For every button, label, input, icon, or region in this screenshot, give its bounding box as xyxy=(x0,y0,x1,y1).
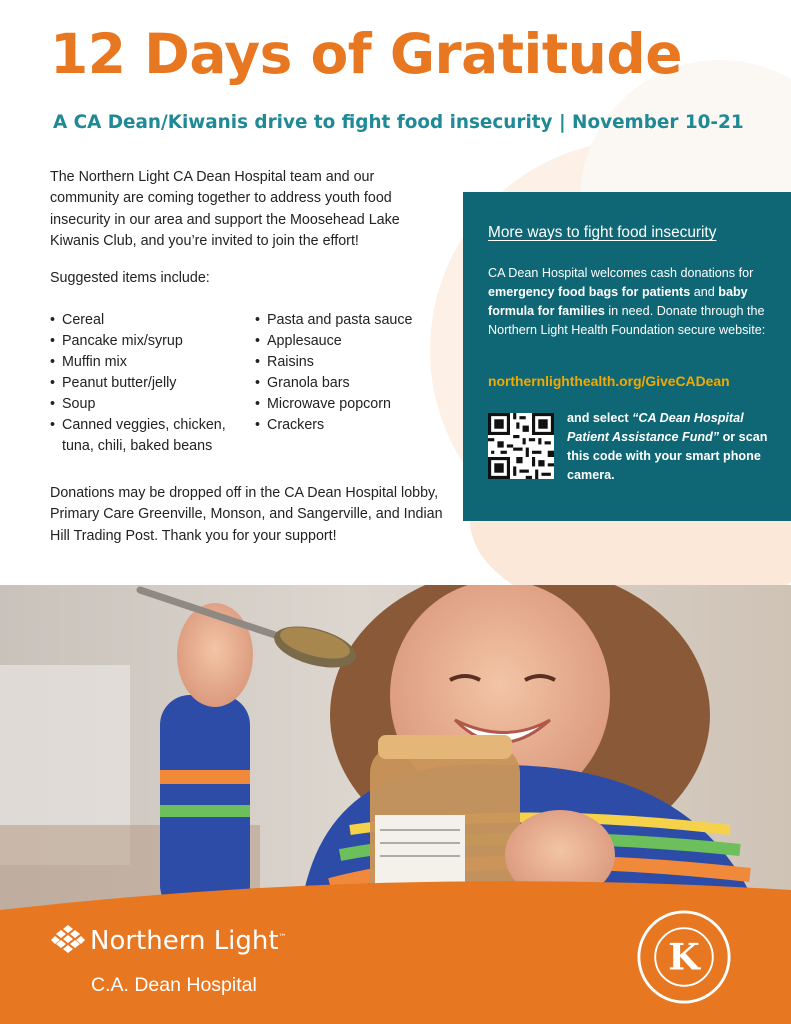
list-item: • Pancake mix/syrup xyxy=(50,331,250,352)
list-item: • Crackers xyxy=(255,415,455,436)
bullet-icon: • xyxy=(255,417,261,433)
list-item: • Soup xyxy=(50,394,250,415)
box-paragraph: CA Dean Hospital welcomes cash donations for emergency food bags for patients and baby formula for families in need. Donate through the Northern Light Health Foundation secure website: xyxy=(488,266,766,338)
child-eating-peanut-butter-photo xyxy=(0,585,791,915)
bullet-icon: • xyxy=(50,312,56,328)
bullet-icon: • xyxy=(255,333,261,349)
svg-text:K: K xyxy=(668,935,700,979)
items-list-left xyxy=(50,310,250,457)
suggested-items-heading: Suggested items include: xyxy=(50,270,210,286)
list-item: • Microwave popcorn xyxy=(255,394,455,415)
bullet-icon: • xyxy=(50,375,56,391)
bullet-icon: • xyxy=(50,417,56,433)
kiwanis-seal-icon xyxy=(636,909,732,1005)
hospital-name: C.A. Dean Hospital xyxy=(91,974,257,996)
bullet-icon: • xyxy=(255,396,261,412)
list-item: • Canned veggies, chicken, tuna, chili, baked beans xyxy=(50,417,226,454)
list-item: • Pasta and pasta sauce xyxy=(255,310,455,331)
list-item: • Granola bars xyxy=(255,373,455,394)
bullet-icon: • xyxy=(255,354,261,370)
bullet-icon: • xyxy=(50,333,56,349)
donation-info-box xyxy=(463,192,791,521)
list-item: • Muffin mix xyxy=(50,352,250,373)
list-item: • Applesauce xyxy=(255,331,455,352)
items-list-right xyxy=(255,310,455,436)
dropoff-paragraph: Donations may be dropped off in the CA Dean Hospital lobby, Primary Care Greenville, Monson, and Sangerville, and Indian Hill Trading Post. Thank you for your support! xyxy=(50,485,443,544)
box-call-to-action: and select “CA Dean Hospital Patient Assistance Fund” or scan this code with your smart phone camera. xyxy=(567,411,768,482)
bullet-icon: • xyxy=(50,354,56,370)
bullet-icon: • xyxy=(50,396,56,412)
page-subtitle: A CA Dean/Kiwanis drive to fight food insecurity | November 10-21 xyxy=(53,112,744,133)
list-item: • Raisins xyxy=(255,352,455,373)
pinecone-icon xyxy=(51,924,85,956)
brand-name: Northern Light™ xyxy=(90,926,287,956)
qr-code-icon[interactable] xyxy=(488,413,554,479)
page-title: 12 Days of Gratitude xyxy=(50,22,683,86)
list-item: • Peanut butter/jelly xyxy=(50,373,250,394)
donation-link[interactable]: northernlighthealth.org/GiveCADean xyxy=(488,373,730,389)
intro-paragraph: The Northern Light CA Dean Hospital team and our community are coming together to address youth food insecurity in our area and support the Moosehead Lake Kiwanis Club, and you’re invited to join the effort! xyxy=(50,169,400,249)
bullet-icon: • xyxy=(255,375,261,391)
bullet-icon: • xyxy=(255,312,261,328)
list-item: • Cereal xyxy=(50,310,250,331)
box-heading: More ways to fight food insecurity xyxy=(488,224,717,241)
